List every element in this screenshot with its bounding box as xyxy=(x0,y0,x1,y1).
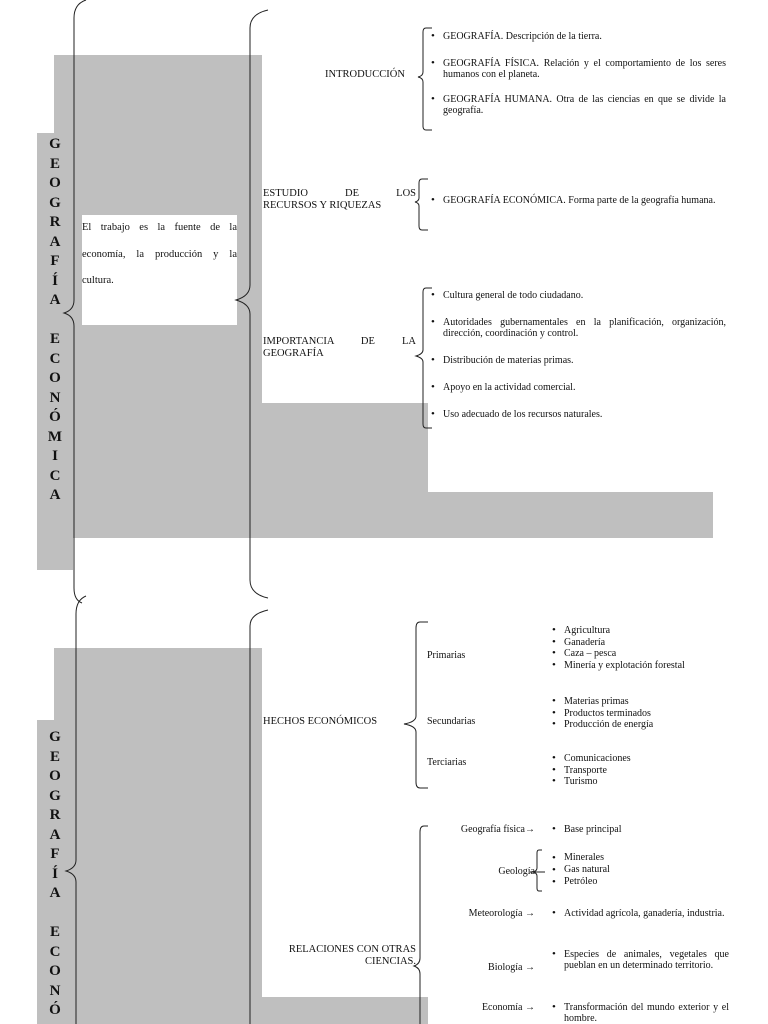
list-item: • GEOGRAFÍA ECONÓMICA. Forma parte de la geografía humana. xyxy=(443,195,726,206)
list-item: • Minerales xyxy=(564,852,734,864)
label-estudio-line1: ESTUDIO DE LOS xyxy=(263,188,416,199)
list-item: • Transporte xyxy=(564,765,744,777)
list-item: • Actividad agrícola, ganadería, industria. xyxy=(564,908,734,919)
arrow-right-icon: → xyxy=(525,962,535,973)
group-terciarias: Terciarias xyxy=(427,757,467,768)
arrow-right-icon: → xyxy=(525,908,535,919)
list-item: • Base principal xyxy=(564,824,734,835)
list-item: • Minería y explotación forestal xyxy=(564,660,744,672)
arrow-right-icon: → xyxy=(525,824,535,835)
arrow-right-icon: → xyxy=(525,1002,535,1013)
label-relaciones-line1: RELACIONES CON OTRAS xyxy=(288,944,416,955)
label-importancia-line1: IMPORTANCIA DE LA xyxy=(263,336,416,347)
science-biologia: Biología → xyxy=(488,962,535,973)
list-item: • Transformación del mundo exterior y el hombre. xyxy=(564,1002,729,1024)
label-introduccion: INTRODUCCIÓN xyxy=(325,69,405,80)
group-secundarias: Secundarias xyxy=(427,716,476,727)
list-item: • Autoridades gubernamentales en la planificación, organización, dirección, coordinación y control. xyxy=(443,317,726,339)
list-item: • Comunicaciones xyxy=(564,753,744,765)
science-economia: Economía → xyxy=(481,1002,535,1013)
list-item: • Apoyo en la actividad comercial. xyxy=(443,382,726,393)
label-relaciones-line2: CIENCIAS. xyxy=(364,956,416,967)
group-primarias: Primarias xyxy=(427,650,466,661)
list-item: • Caza – pesca xyxy=(564,648,744,660)
bottom-vertical-title: G E O G R A F Í A E C O N Ó xyxy=(49,729,61,1018)
list-item: • Petróleo xyxy=(564,876,734,888)
list-item: • GEOGRAFÍA FÍSICA. Relación y el comportamiento de los seres humanos con el planeta. xyxy=(443,58,726,80)
label-hechos: HECHOS ECONÓMICOS xyxy=(263,716,378,727)
label-estudio-line2: RECURSOS Y RIQUEZAS xyxy=(263,200,382,211)
science-geografia-fisica: Geografía física→ xyxy=(460,824,535,835)
list-item: • Ganadería xyxy=(564,637,744,649)
science-geologia: Geología xyxy=(498,866,535,877)
list-item: • Agricultura xyxy=(564,625,744,637)
list-item: • Uso adecuado de los recursos naturales. xyxy=(443,409,726,420)
list-item: • Producción de energía xyxy=(564,719,744,731)
list-item: • Gas natural xyxy=(564,864,734,876)
list-item: • GEOGRAFÍA. Descripción de la tierra. xyxy=(443,31,726,42)
intro-text: El trabajo es la fuente de la economía, la producción y la cultura. xyxy=(82,222,237,286)
label-importancia-line2: GEOGRAFÍA xyxy=(263,348,324,359)
list-item: • GEOGRAFÍA HUMANA. Otra de las ciencias en que se divide la geografía. xyxy=(443,94,726,116)
list-item: • Turismo xyxy=(564,776,744,788)
science-meteorologia: Meteorología → xyxy=(468,908,535,919)
list-item: • Materias primas xyxy=(564,696,744,708)
top-vertical-title: G E O G R A F Í A E C O N Ó M I C A xyxy=(47,136,63,503)
list-item: • Distribución de materias primas. xyxy=(443,355,726,366)
list-item: • Especies de animales, vegetales que pueblan en un determinado territorio. xyxy=(564,949,729,971)
list-item: • Productos terminados xyxy=(564,708,744,720)
list-item: • Cultura general de todo ciudadano. xyxy=(443,290,726,301)
